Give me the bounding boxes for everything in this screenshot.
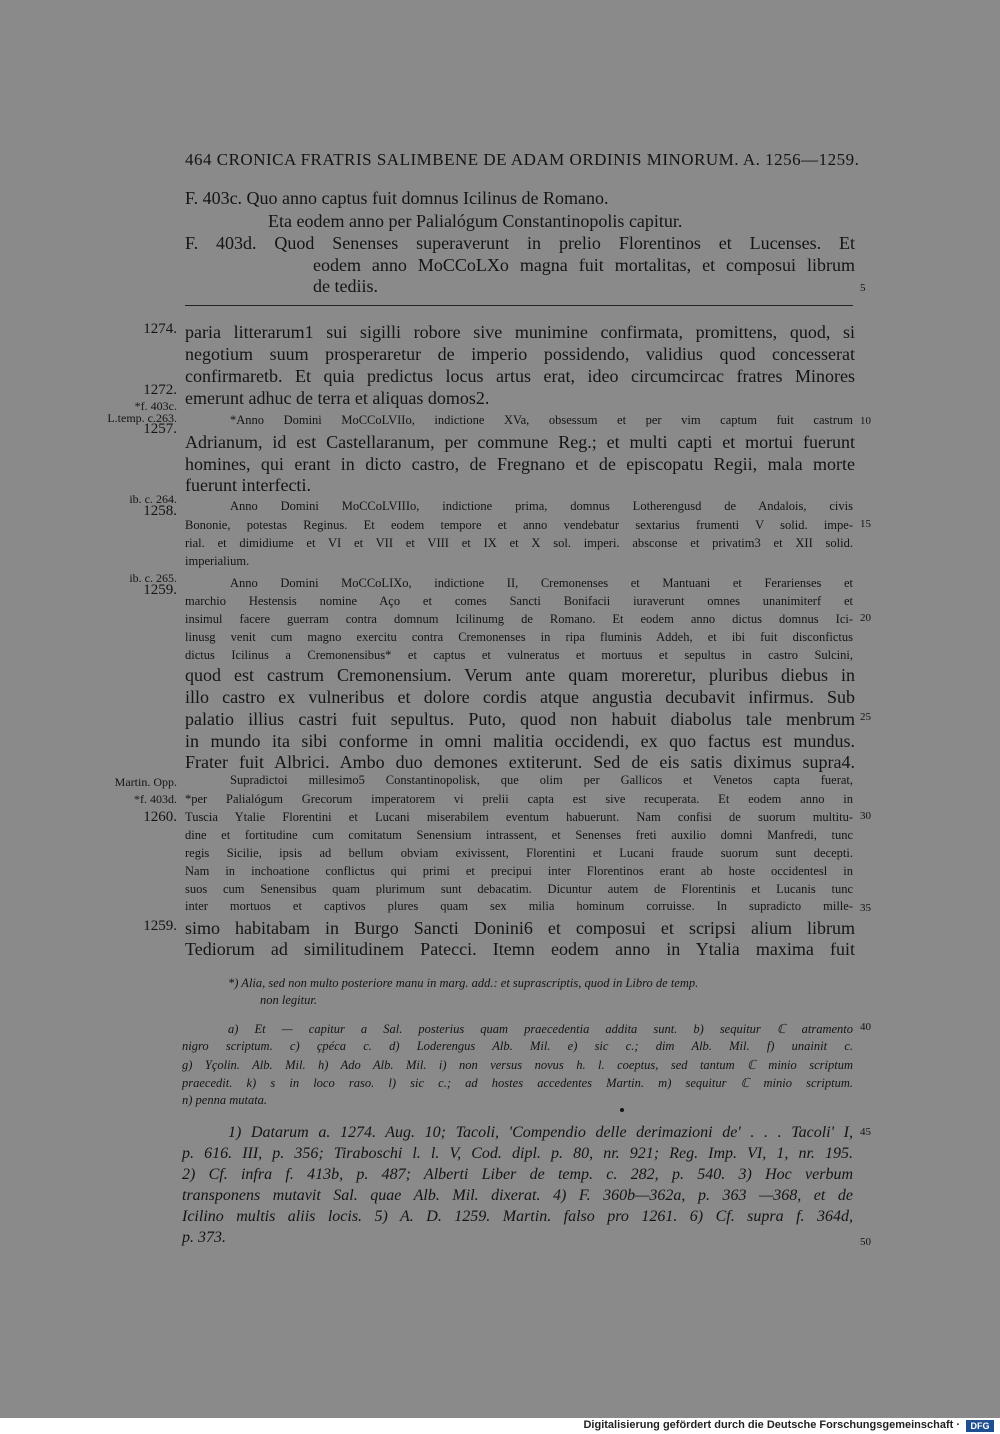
ink-dot xyxy=(620,1108,624,1112)
line-number: 40 xyxy=(860,1021,871,1033)
body-line: illo castro ex vulneribus et dolore cordis atque angustia decubavit infirmus. Sub xyxy=(185,687,855,707)
commentary-line: 1) Datarum a. 1274. Aug. 10; Tacoli, 'Compendio delle derimazioni de' . . . Tacoli' I, xyxy=(228,1124,853,1141)
body-line: emerunt adhuc de terra et aliquas domos2. xyxy=(185,388,490,408)
dfg-logo: DFG xyxy=(966,1420,994,1432)
body-line: linusg venit cum magno exercitu contra Cremonenses in ripa fluminis Addeh, et ibi fuit disconfictus xyxy=(185,630,853,644)
body-line: Bononie, potestas Reginus. Et eodem tempore et anno vendebatur sextarius frumenti V solid. impe- xyxy=(185,518,853,532)
toc-line: Eta eodem anno per Palialógum Constantinopolis capitur. xyxy=(268,211,683,231)
line-number: 30 xyxy=(860,810,871,822)
body-line: dine et fortitudine cum comitatum Senensium intrassent, et Senenses freti auxilio domni Manfredi, tunc xyxy=(185,828,853,842)
body-line: dictus Icilinus a Cremonensibus* et captus et vulneratus et mortuus et sepultus in castro Sulcini, xyxy=(185,648,853,662)
apparatus-line: praecedit. k) s in loco raso. l) sic c.; ad hostes accedentes Martin. m) sequitur ℂ minio scriptum. xyxy=(182,1076,853,1090)
body-line: *per Palialógum Grecorum imperatorem vi prelii capta est sive recuperata. Et eodem anno in xyxy=(185,792,853,806)
body-line: rial. et dimidiume et VI et VII et VIII et IX et X sol. imperi. absconse et privatim3 et XII solid. xyxy=(185,536,853,550)
body-line: Frater fuit Albrici. Ambo duo demones extiterunt. Sed de eis satis diximus supra4. xyxy=(185,752,855,772)
body-line: quod est castrum Cremonensium. Verum ante quam moreretur, pluribus diebus in xyxy=(185,665,855,685)
line-number: 35 xyxy=(860,902,871,914)
commentary-line: 2) Cf. infra f. 413b, p. 487; Alberti Liber de temp. c. 282, p. 540. 3) Hoc verbum xyxy=(182,1166,853,1183)
commentary-line: p. 616. III, p. 356; Tiraboschi l. l. V, Cod. dipl. p. 80, nr. 921; Reg. Imp. VI, 1, nr. 195. xyxy=(182,1145,853,1162)
body-line: confirmaretb. Et quia predictus locus artus erat, ideo circumcircac fratres Minores xyxy=(185,366,855,386)
margin-year: 1272. xyxy=(143,382,177,398)
body-line: insimul facere guerram contra domnum Icilinumg de Romano. Et eodem anno dictus domnus Ici- xyxy=(185,612,853,626)
body-line: imperialium. xyxy=(185,554,250,568)
margin-source: ib. c. 265. xyxy=(129,571,177,585)
margin-folio: *f. 403d. xyxy=(134,792,177,806)
body-line: inter mortuos et captivos plures quam sex milia hominum corruisse. In supradicto mille- xyxy=(185,899,853,913)
body-line: palatio illius castri fuit sepultus. Puto, quod non habuit diabolus tale menbrum xyxy=(185,709,855,729)
commentary-line: transponens mutavit Sal. quae Alb. Mil. dixerat. 4) F. 360b—362a, p. 363 —368, et de xyxy=(182,1187,853,1204)
margin-folio: *f. 403c. xyxy=(134,399,177,413)
margin-source: Martin. Opp. xyxy=(114,775,177,789)
body-line: Nam in inchoatione conflictus qui primi et precipui inter Florentinos erant ab hoste occidentesl in xyxy=(185,864,853,878)
margin-year: 1259. xyxy=(143,582,177,598)
body-line: regis Sicilie, ipsis ad bellum obviam exivissent, Florentini et Lucani fraude suorum sunt decepti. xyxy=(185,846,853,860)
apparatus-line: n) penna mutata. xyxy=(182,1093,268,1107)
body-line: Tuscia Ytalie Florentini et Lucani miserabilem eventum habuerunt. Nam confisi de suorum multitu- xyxy=(185,810,853,824)
margin-year: 1274. xyxy=(143,321,177,337)
star-footnote-line: *) Alia, sed non multo posteriore manu in marg. add.: et suprascriptis, quod in Libro de temp. xyxy=(228,976,699,990)
apparatus-line: nigro scriptum. c) çpéca c. d) Loderengus Alb. Mil. e) sic c.; dim Alb. Mil. f) unainit c. xyxy=(182,1039,853,1053)
star-footnote-line: non legitur. xyxy=(260,993,317,1007)
margin-year: 1257. xyxy=(143,421,177,437)
line-number: 25 xyxy=(860,711,871,723)
body-line: Adrianum, id est Castellaranum, per commune Reg.; et multi capti et mortui fuerunt xyxy=(185,432,855,452)
separator-rule xyxy=(185,305,853,306)
margin-source: L.temp. c.263. xyxy=(107,411,177,425)
body-line: marchio Hestensis nomine Aço et comes Sancti Bonifacii iuraverunt omnes unanimiterf et xyxy=(185,594,853,608)
commentary-line: Icilino multis aliis locis. 5) A. D. 1259. Martin. falso pro 1261. 6) Cf. supra f. 364d, xyxy=(182,1208,853,1225)
line-number: 10 xyxy=(860,415,871,427)
body-line: Anno Domini MoCCoLVIIIo, indictione prima, domnus Lotherengusd de Andalois, civis xyxy=(230,499,853,513)
line-number: 20 xyxy=(860,612,871,624)
line-number: 5 xyxy=(860,282,866,294)
commentary-line: p. 373. xyxy=(182,1229,226,1246)
apparatus-line: a) Et — capitur a Sal. posterius quam praecedentia addita sunt. b) sequitur ℂ atramento xyxy=(228,1022,853,1036)
toc-line: F. 403c. Quo anno captus fuit domnus Icilinus de Romano. xyxy=(185,188,609,208)
margin-year: 1259. xyxy=(143,918,177,934)
toc-line: F. 403d. Quod Senenses superaverunt in prelio Florentinos et Lucenses. Et xyxy=(185,233,855,253)
body-line: simo habitabam in Burgo Sancti Donini6 et composui et scripsi alium librum xyxy=(185,918,855,938)
body-line: Anno Domini MoCCoLIXo, indictione II, Cremonenses et Mantuani et Ferarienses et xyxy=(230,576,853,590)
funding-credit: Digitalisierung gefördert durch die Deutsche Forschungsgemeinschaft · xyxy=(583,1419,960,1431)
body-line: *Anno Domini MoCCoLVIIo, indictione XVa, obsessum et per vim captum fuit castrum xyxy=(230,413,853,427)
line-number: 45 xyxy=(860,1126,871,1138)
body-line: homines, qui erant in dicto castro, de Fregnano et de episcopatu Regii, mala morte xyxy=(185,454,855,474)
margin-source: ib. c. 264. xyxy=(129,492,177,506)
line-number: 15 xyxy=(860,518,871,530)
toc-line: de tediis. xyxy=(313,276,378,296)
body-line: suos cum Senensibus quam plurimum sunt debacatim. Dicuntur autem de Florentinis et Lucanis tunc xyxy=(185,882,853,896)
margin-year: 1260. xyxy=(143,809,177,825)
running-head: 464 CRONICA FRATRIS SALIMBENE DE ADAM ORDINIS MINORUM. A. 1256—1259. xyxy=(185,150,860,169)
line-number: 50 xyxy=(860,1236,871,1248)
margin-year: 1258. xyxy=(143,503,177,519)
body-line: Tediorum ad similitudinem Patecci. Itemn eodem anno in Ytalia maxima fuit xyxy=(185,939,855,959)
toc-line: eodem anno MoCCoLXo magna fuit mortalitas, et composui librum xyxy=(313,255,855,275)
body-line: in mundo ita sibi conforme in omni malitia occidendi, ex quo factus est mundus. xyxy=(185,731,855,751)
body-line: Supradictoi millesimo5 Constantinopolisk, que olim per Gallicos et Venetos capta fuerat, xyxy=(230,773,853,787)
body-line: paria litterarum1 sui sigilli robore sive munimine confirmata, promittens, quod, si xyxy=(185,322,855,342)
apparatus-line: g) Yçolin. Alb. Mil. h) Ado Alb. Mil. i) non versus novus h. l. coeptus, sed tantum ℂ minio scriptum xyxy=(182,1058,853,1072)
body-line: fuerunt interfecti. xyxy=(185,475,311,495)
body-line: negotium suum prosperaretur de imperio possidendo, validius quod concesserat xyxy=(185,344,855,364)
